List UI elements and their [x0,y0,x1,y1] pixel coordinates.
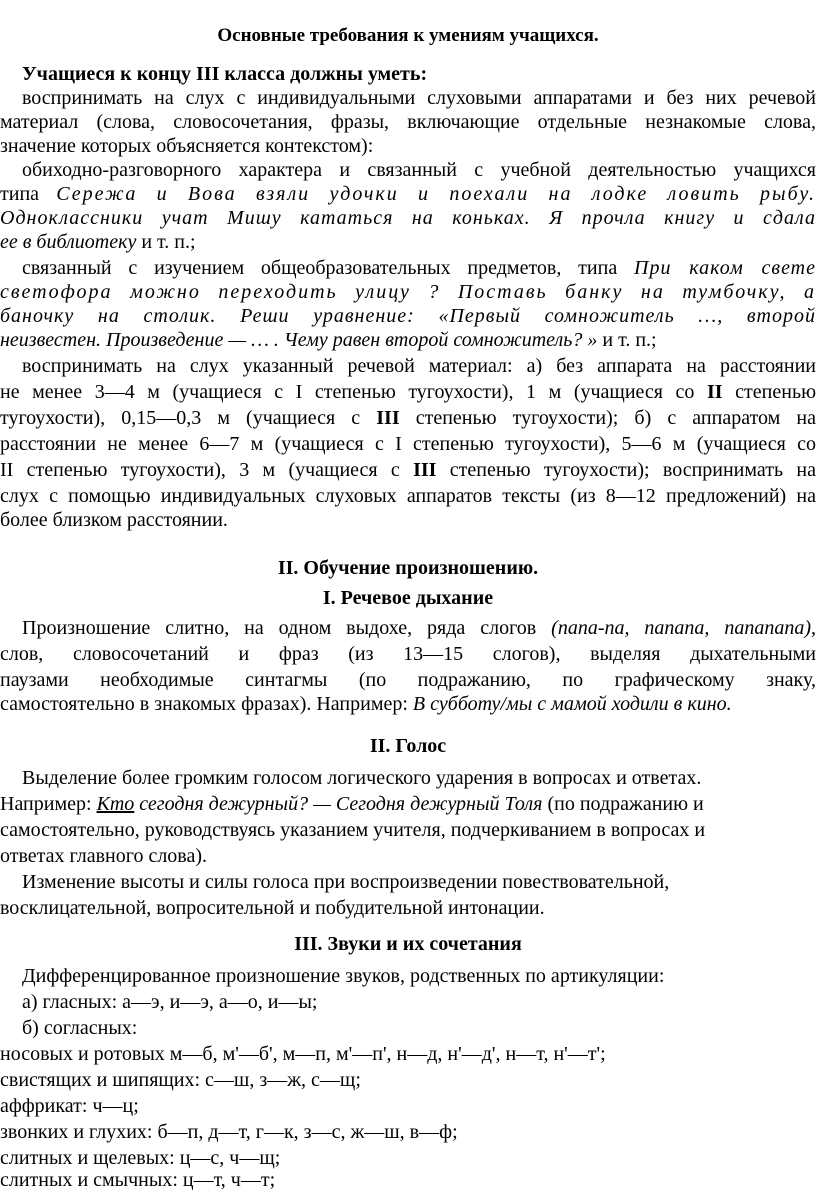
paragraph-line: светофора можно переходить улицу ? Поставь банку на тумбочку, а [0,281,816,303]
list-line: аффрикат: ч—ц; [0,1095,139,1117]
paragraph-line: более близком расстоянии. [0,509,228,531]
paragraph-line: II степенью тугоухости), 3 м (учащиеся с III степенью тугоухости); воспринимать на [0,459,816,481]
paragraph-line: воспринимать на слух с индивидуальными слуховыми аппаратами и без них речевой [22,87,816,109]
paragraph-line: восклицательной, вопросительной и побудительной интонации. [0,897,545,919]
paragraph-line: Одноклассники учат Мишу кататься на коньках. Я прочла книгу и сдала [0,207,816,229]
list-line: свистящих и шипящих: с—ш, з—ж, с—щ; [0,1069,361,1091]
paragraph-line: значение которых объясняется контекстом): [0,135,374,157]
paragraph-line: ее в библиотеку и т. п.; [0,231,196,253]
paragraph-line: Выделение более громким голосом логического ударения в вопросах и ответах. [22,767,702,789]
list-line: звонких и глухих: б—п, д—т, г—к, з—с, ж—ш, в—ф; [0,1121,458,1143]
list-line: Дифференцированное произношение звуков, родственных по артикуляции: [22,965,665,987]
list-line: носовых и ротовых м—б, м'—б', м—п, м'—п', н—д, н'—д', н—т, н'—т'; [0,1043,606,1065]
paragraph-line: не менее 3—4 м (учащиеся с I степенью тугоухости), 1 м (учащиеся со II степенью [0,381,816,403]
paragraph-line: Изменение высоты и силы голоса при воспроизведении повествовательной, [22,871,670,893]
paragraph-line: материал (слова, словосочетания, фразы, включающие отдельные незнакомые слова, [0,111,816,133]
section-subtitle: Учащиеся к концу III класса должны уметь: [22,63,428,85]
subsection-heading: I. Речевое дыхание [322,587,494,609]
list-line: слитных и смычных: ц—т, ч—т; [0,1169,276,1191]
paragraph-line: баночку на столик. Реши уравнение: «Первый сомножитель …, второй [0,305,816,327]
subsection-heading: II. Голос [369,735,447,757]
paragraph-line: воспринимать на слух указанный речевой материал: а) без аппарата на расстоянии [22,355,816,377]
subsection-heading: III. Звуки и их сочетания [294,933,522,955]
paragraph-line: самостоятельно, руководствуясь указанием учителя, подчеркиванием в вопросах и [0,819,706,841]
list-item: а) гласных: а—э, и—э, а—о, и—ы; [22,991,318,1013]
paragraph-line: Произношение слитно, на одном выдохе, ряда слогов (папа-па, папапа, папапапа), [22,617,816,639]
paragraph-line: расстоянии не менее 6—7 м (учащиеся с I степенью тугоухости), 5—6 м (учащиеся со [0,433,816,455]
paragraph-line: связанный с изучением общеобразовательных предметов, типа При каком свете [22,257,816,279]
paragraph-line: ответах главного слова). [0,845,208,867]
section-heading: II. Обучение произношению. [277,557,539,579]
paragraph-line: слов, словосочетаний и фраз (из 13—15 слогов), выделяя дыхательными [0,643,816,665]
paragraph-line: слух с помощью индивидуальных слуховых аппаратов тексты (из 8—12 предложений) на [0,485,816,507]
paragraph-line: паузами необходимые синтагмы (по подражанию, по графическому знаку, [0,669,816,691]
paragraph-line: типа Сережа и Вова взяли удочки и поехали на лодке ловить рыбу. [0,183,816,205]
paragraph-line: Например: Кто сегодня дежурный? — Сегодня дежурный Толя (по подражанию и [0,793,704,815]
page-title: Основные требования к умениям учащихся. [217,25,599,46]
paragraph-line: самостоятельно в знакомых фразах). Например: В субботу/мы с мамой ходили в кино. [0,693,732,715]
paragraph-line: неизвестен. Произведение — … . Чему равен второй сомножитель? » и т. п.; [0,329,657,351]
list-line: слитных и щелевых: ц—с, ч—щ; [0,1147,281,1169]
paragraph-line: обиходно-разговорного характера и связанный с учебной деятельностью учащихся [22,159,816,181]
list-item: б) согласных: [22,1017,138,1039]
paragraph-line: тугоухости), 0,15—0,3 м (учащиеся с III степенью тугоухости); б) с аппаратом на [0,407,816,429]
